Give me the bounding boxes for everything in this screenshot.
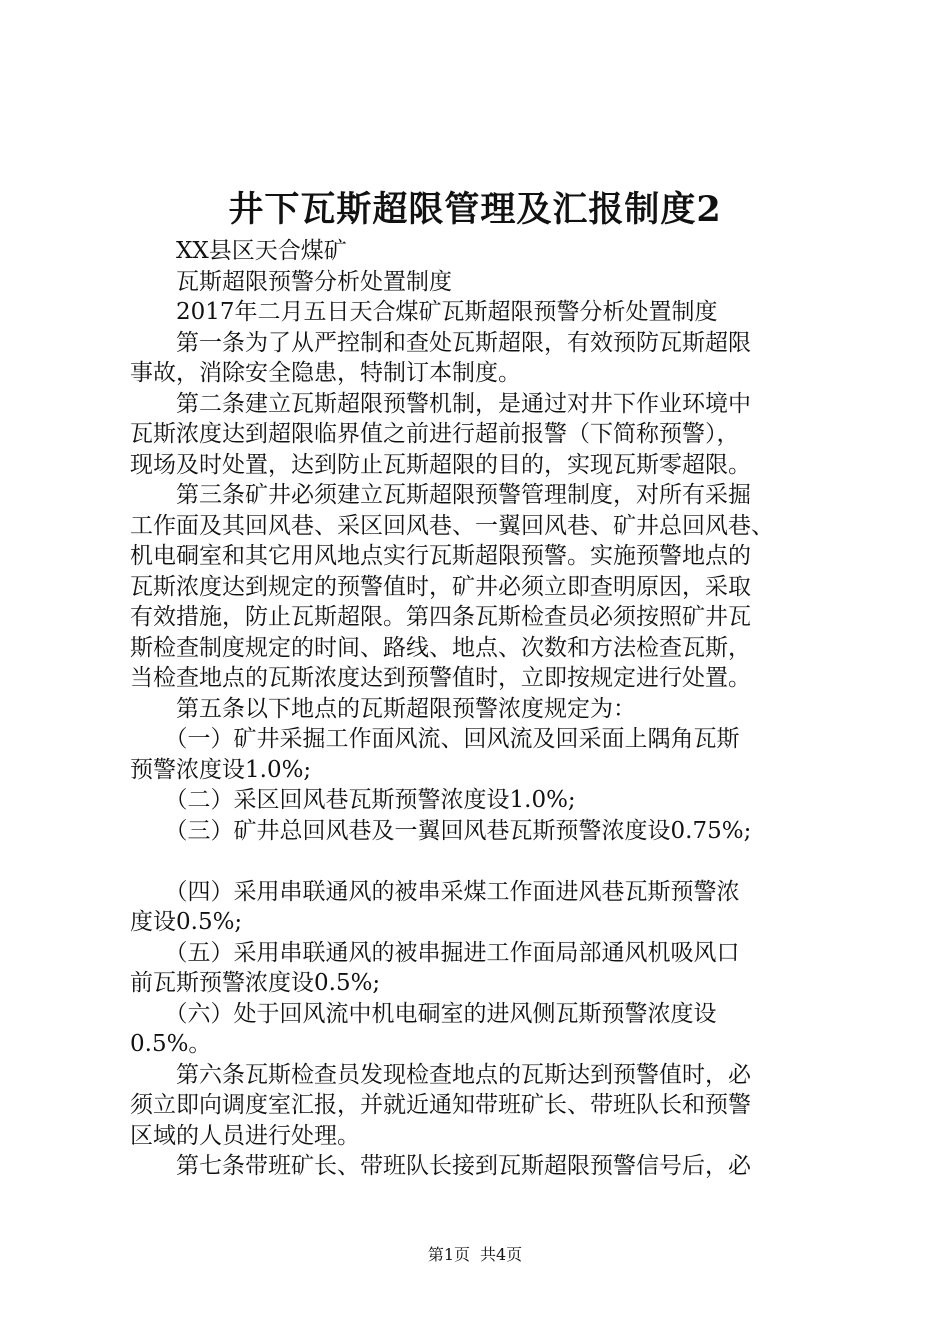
body-line: 须立即向调度室汇报，并就近通知带班矿长、带班队长和预警 (130, 1092, 751, 1118)
body-line: 瓦斯浓度达到超限临界值之前进行超前报警（下简称预警）， (130, 421, 740, 447)
body-line: 前瓦斯预警浓度设0.5%; (130, 970, 381, 996)
document-body (130, 236, 830, 1182)
body-line: 第三条矿井必须建立瓦斯超限预警管理制度，对所有采掘 (130, 482, 751, 508)
body-line: 第五条以下地点的瓦斯超限预警浓度规定为： (130, 695, 636, 722)
body-line: （一）矿井采掘工作面风流、回风流及回采面上隅角瓦斯 (130, 726, 740, 752)
body-line: （二）采区回风巷瓦斯预警浓度设1.0%; (130, 787, 576, 813)
page-total: 共4页 (480, 1245, 523, 1264)
body-line: 现场及时处置，达到防止瓦斯超限的目的，实现瓦斯零超限。 (130, 451, 751, 478)
body-line: 度设0.5%; (130, 909, 243, 935)
body-line: 工作面及其回风巷、采区回风巷、一翼回风巷、矿井总回风巷、 (130, 512, 774, 539)
body-line: （四）采用串联通风的被串采煤工作面进风巷瓦斯预警浓 (130, 878, 740, 905)
body-line: （六）处于回风流中机电硐室的进风侧瓦斯预警浓度设 (130, 1000, 717, 1027)
body-line: 第六条瓦斯检查员发现检查地点的瓦斯达到预警值时，必 (130, 1061, 751, 1088)
body-line: 第二条建立瓦斯超限预警机制，是通过对井下作业环境中 (130, 390, 751, 417)
body-line: 有效措施，防止瓦斯超限。第四条瓦斯检查员必须按照矿井瓦 (130, 604, 751, 630)
body-line: 瓦斯浓度达到规定的预警值时，矿井必须立即查明原因，采取 (130, 573, 751, 600)
body-line: 第一条为了从严控制和查处瓦斯超限，有效预防瓦斯超限 (130, 329, 751, 356)
body-line: 瓦斯超限预警分析处置制度 (130, 268, 452, 295)
document-title: 井下瓦斯超限管理及汇报制度2 (228, 189, 722, 230)
page-number: 第1页 (427, 1245, 470, 1264)
body-line: 当检查地点的瓦斯浓度达到预警值时，立即按规定进行处置。 (130, 665, 751, 691)
body-line: （五）采用串联通风的被串掘进工作面局部通风机吸风口 (130, 939, 740, 966)
body-line: 0.5%。 (130, 1031, 212, 1057)
body-line: 预警浓度设1.0%; (130, 756, 312, 783)
body-line: 区域的人员进行处理。 (130, 1122, 360, 1149)
body-line: 第七条带班矿长、带班队长接到瓦斯超限预警信号后，必 (130, 1153, 751, 1179)
body-line: 机电硐室和其它用风地点实行瓦斯超限预警。实施预警地点的 (130, 543, 751, 569)
blank-line (130, 846, 830, 877)
body-line: 斯检查制度规定的时间、路线、地点、次数和方法检查瓦斯， (130, 634, 751, 661)
page-footer (0, 1244, 950, 1266)
body-line: 2017年二月五日天合煤矿瓦斯超限预警分析处置制度 (130, 299, 718, 325)
body-line: 事故，消除安全隐患，特制订本制度。 (130, 360, 521, 386)
body-line: （三）矿井总回风巷及一翼回风巷瓦斯预警浓度设0.75%; (130, 817, 752, 844)
body-line: XX县区天合煤矿 (130, 238, 347, 264)
